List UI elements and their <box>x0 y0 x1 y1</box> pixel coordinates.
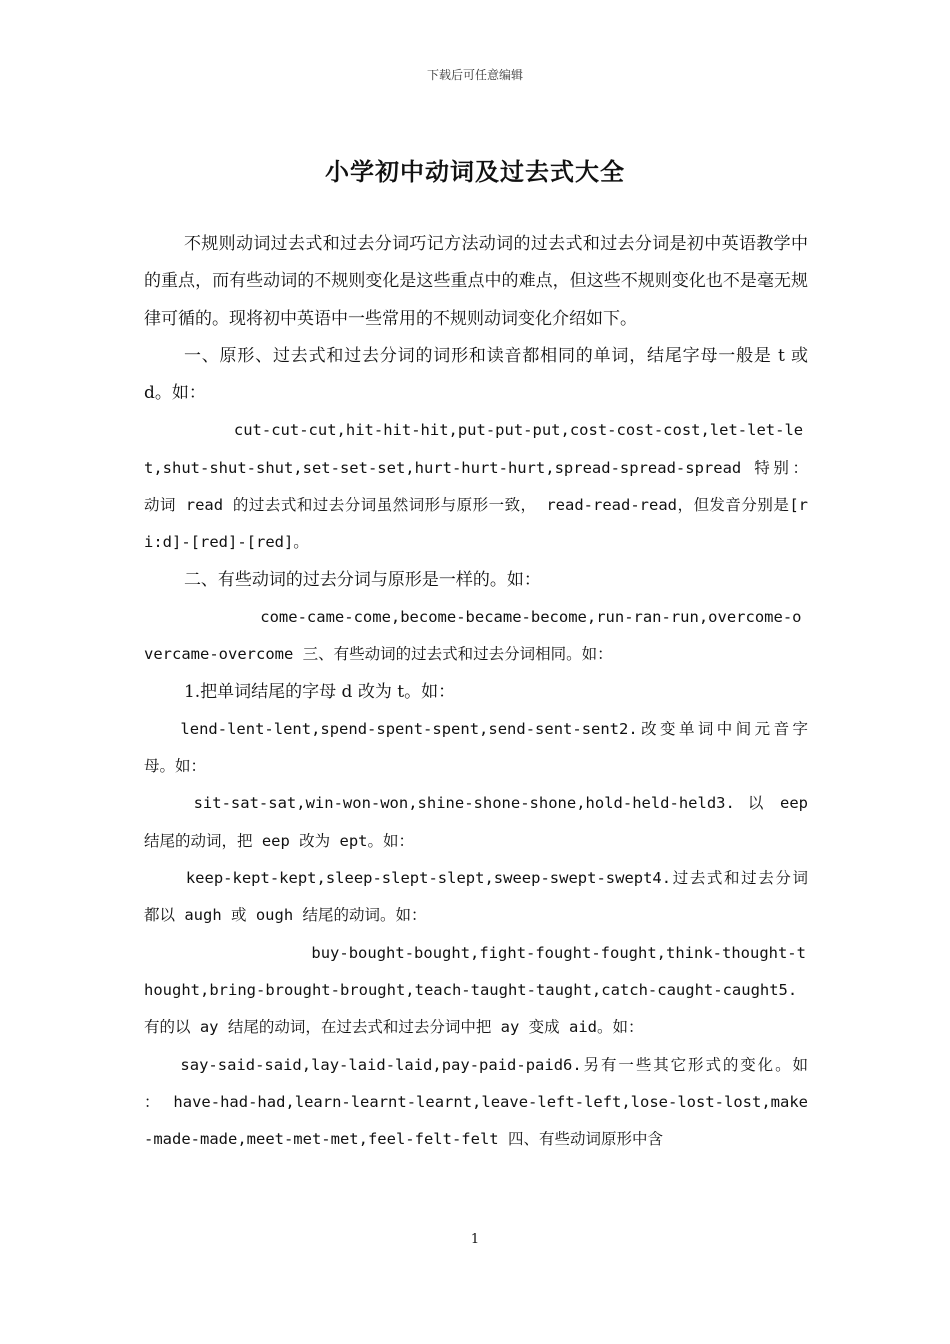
paragraph-examples-1: cut-cut-cut,hit-hit-hit,put-put-put,cost-cost-cost,let-let-let,shut-shut-shut,set-set-set,hurt-hurt-hurt,spread-spread-spread 特别：动词 read 的过去式和过去分词虽然词形与原形一致， read-read-read，但发音分别是[ri:d]-[red]-[red]。 <box>144 421 808 552</box>
paragraph-section-1: 一、原形、过去式和过去分词的词形和读音都相同的单词，结尾字母一般是 t 或 d。如： <box>144 345 808 404</box>
document-body <box>144 226 808 1158</box>
paragraph-examples-7: say-said-said,lay-laid-laid,pay-paid-paid6.另有一些其它形式的变化。如 ： have-had-had,learn-learnt-learnt,leave-left-left,lose-lost-lost,make-made-made,meet-met-met,feel-felt-felt 四、有些动词原形中含 <box>144 1055 808 1149</box>
header-note: 下载后可任意编辑 <box>426 68 523 82</box>
paragraph-examples-4: sit-sat-sat,win-won-won,shine-shone-shone,hold-held-held3. 以 eep 结尾的动词，把 eep 改为 ept。如： <box>144 794 808 850</box>
page-number: 1 <box>470 1232 480 1247</box>
document-title: 小学初中动词及过去式大全 <box>325 157 625 186</box>
paragraph-rule-1: 1.把单词结尾的字母 d 改为 t。如： <box>183 681 456 702</box>
paragraph-examples-3: lend-lent-lent,spend-spent-spent,send-sent-sent2.改变单词中间元音字母。如： <box>144 719 808 776</box>
paragraph-intro: 不规则动词过去式和过去分词巧记方法动词的过去式和过去分词是初中英语教学中的重点，而有些动词的不规则变化是这些重点中的难点，但这些不规则变化也不是毫无规律可循的。现将初中英语中一些常用的不规则动词变化介绍如下。 <box>144 234 808 329</box>
paragraph-examples-6: buy-bought-bought,fight-fought-fought,think-thought-thought,bring-brought-brought,teach-taught-taught,catch-caught-caught5.有的以 ay 结尾的动词，在过去式和过去分词中把 ay 变成 aid。如： <box>144 943 806 1037</box>
paragraph-examples-5: keep-kept-kept,sleep-slept-slept,sweep-swept-swept4.过去式和过去分词都以 augh 或 ough 结尾的动词。如： <box>144 869 808 925</box>
paragraph-section-2: 二、有些动词的过去分词与原形是一样的。如： <box>183 569 541 590</box>
paragraph-examples-2: come-came-come,become-became-become,run-ran-run,overcome-overcame-overcome 三、有些动词的过去式和过去分词相同。如： <box>144 607 802 664</box>
